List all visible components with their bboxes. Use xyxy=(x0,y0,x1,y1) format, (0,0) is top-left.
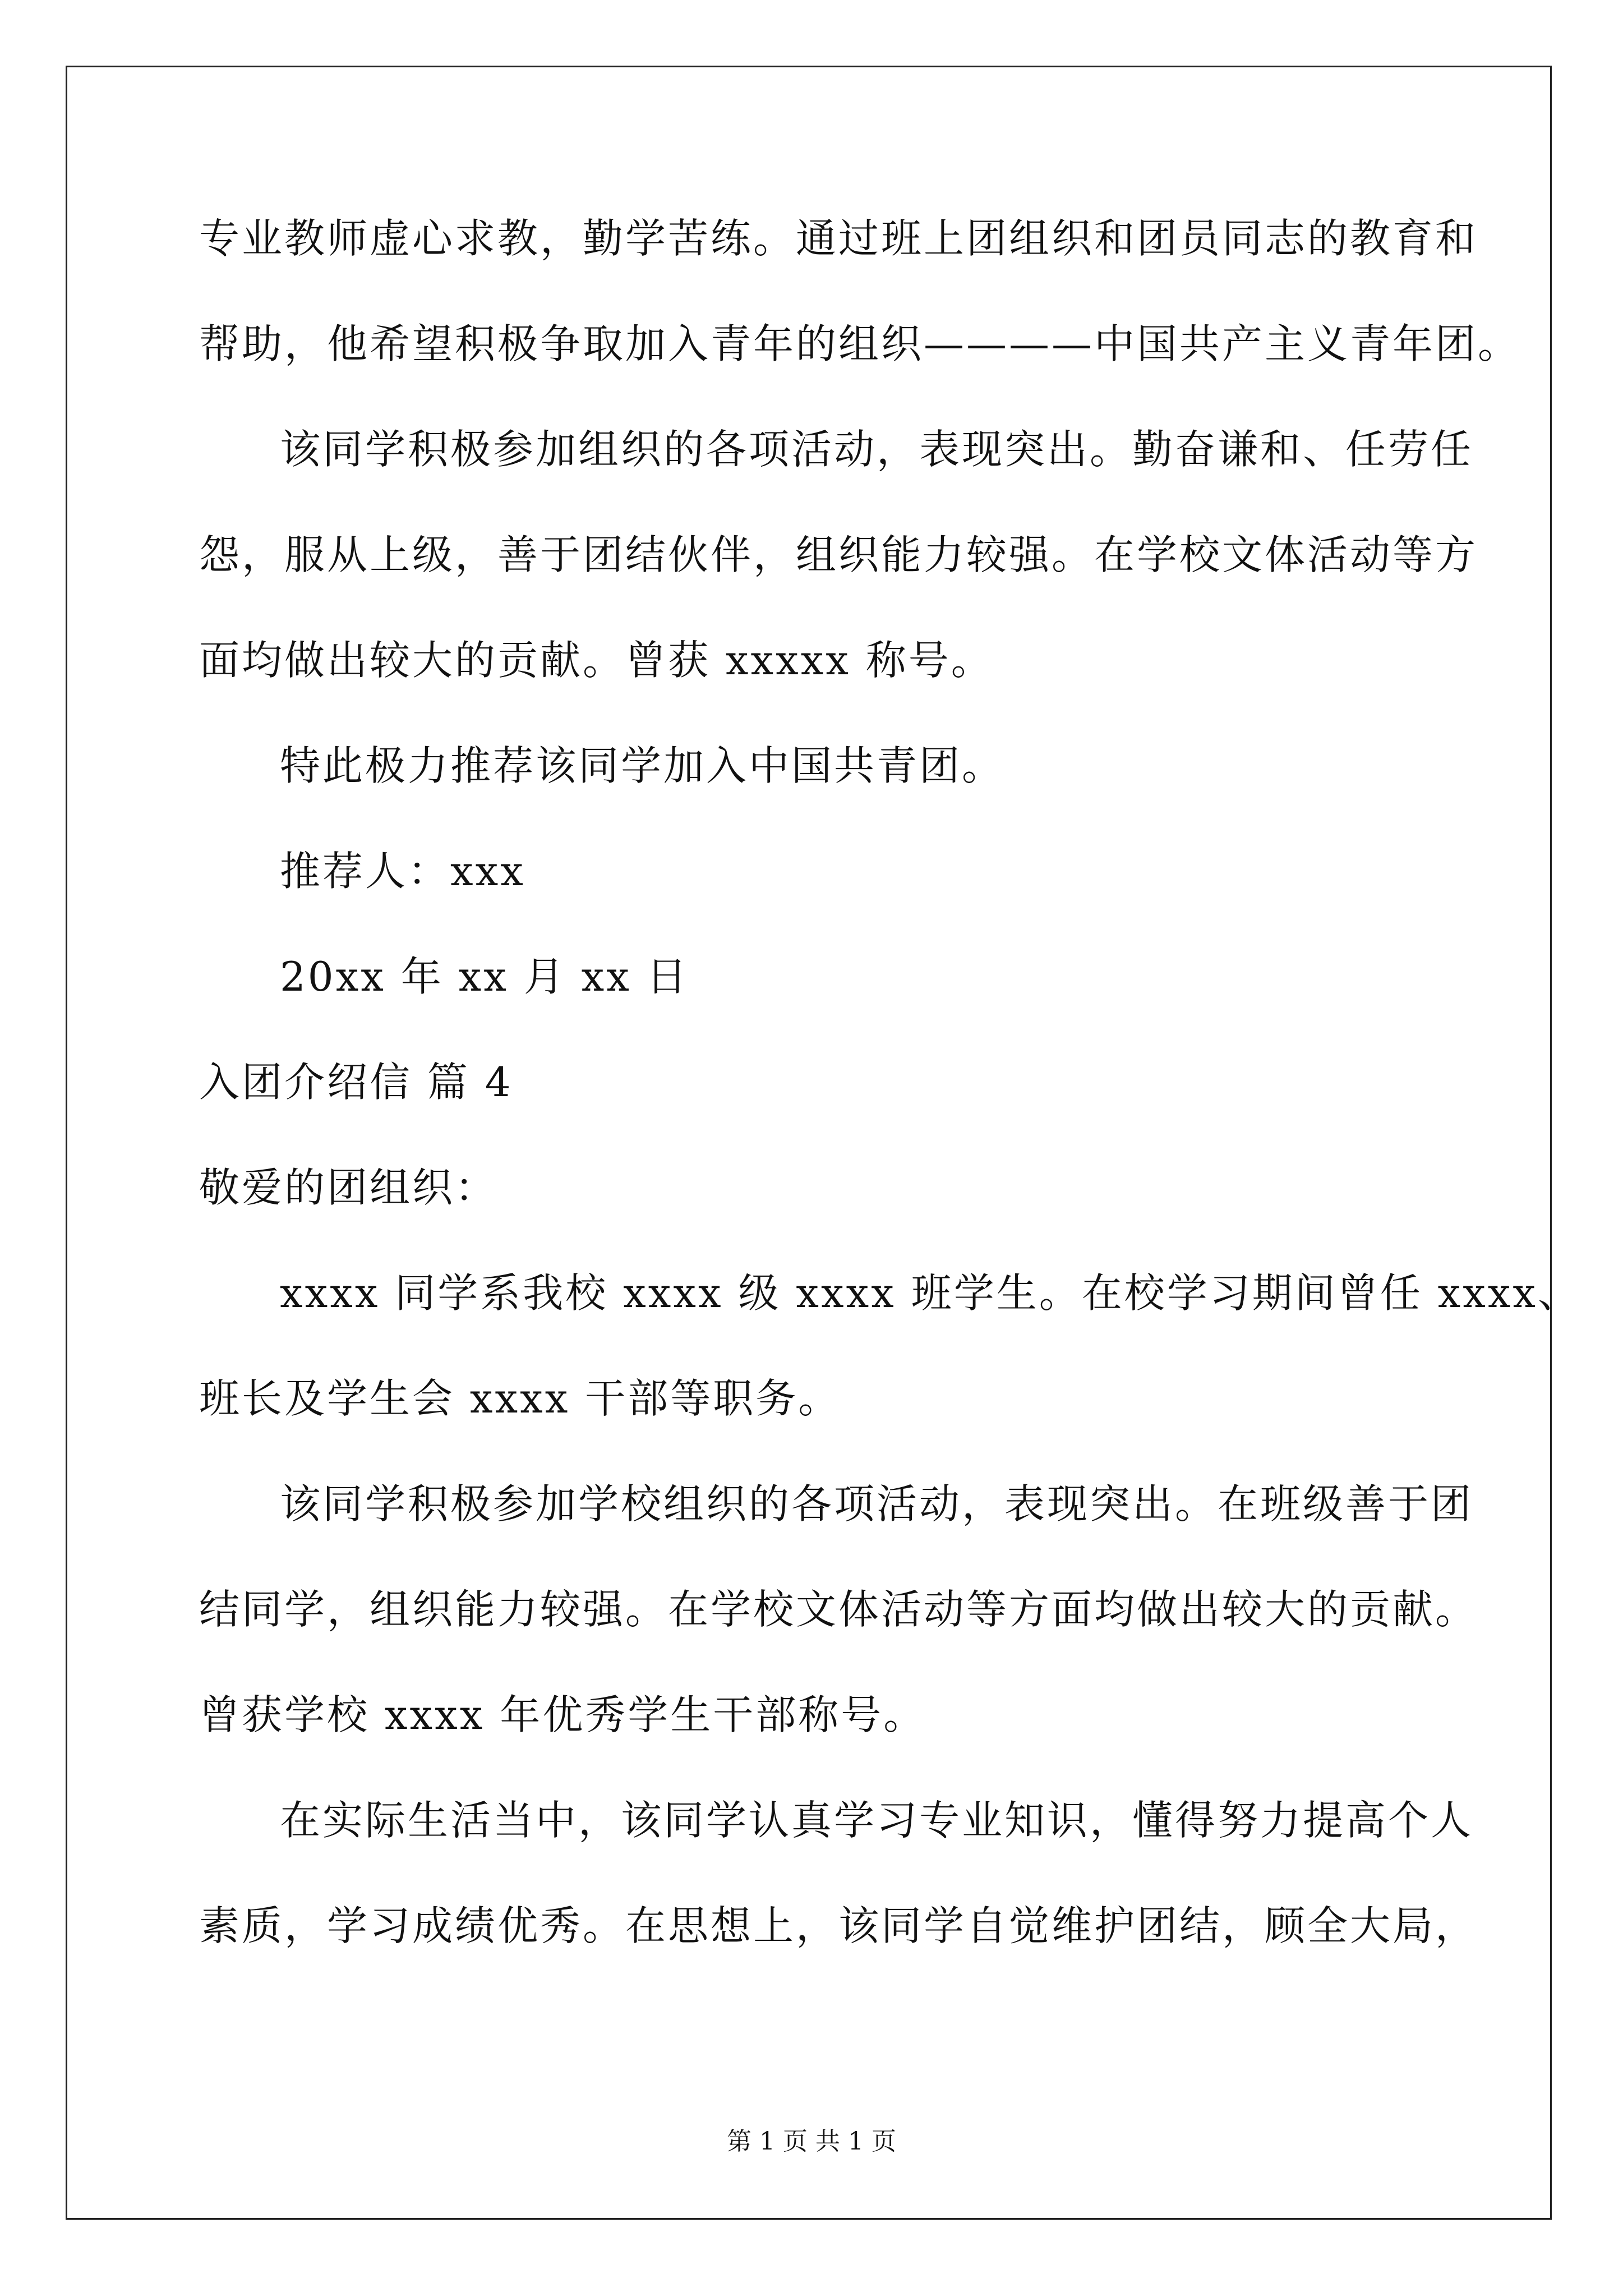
paragraph-line: 专业教师虚心求教，勤学苦练。通过班上团组织和团员同志的教育和 xyxy=(199,215,1478,262)
paragraph-line: 帮助，他希望积极争取加入青年的组织————中国共产主义青年团。 xyxy=(199,320,1521,367)
paragraph-line: 素质，学习成绩优秀。在思想上，该同学自觉维护团结，顾全大局， xyxy=(199,1902,1478,1949)
paragraph-line: 在实际生活当中，该同学认真学习专业知识，懂得努力提高个人 xyxy=(280,1797,1474,1844)
section-heading: 入团介绍信 篇 4 xyxy=(199,1059,513,1106)
paragraph-line: 该同学积极参加组织的各项活动，表现突出。勤奋谦和、任劳任 xyxy=(280,426,1474,473)
paragraph-line: 特此极力推荐该同学加入中国共青团。 xyxy=(280,742,1005,789)
date-line: 20xx 年 xx 月 xx 日 xyxy=(280,953,689,1000)
page-footer: 第 1 页 共 1 页 xyxy=(727,2127,896,2156)
recommender-line: 推荐人：xxx xyxy=(280,848,525,895)
page-frame xyxy=(66,66,1552,2220)
paragraph-line: 怨，服从上级，善于团结伙伴，组织能力较强。在学校文体活动等方 xyxy=(199,531,1478,578)
paragraph-line: 曾获学校 xxxx 年优秀学生干部称号。 xyxy=(199,1691,926,1738)
paragraph-line: 班长及学生会 xxxx 干部等职务。 xyxy=(199,1375,841,1422)
salutation: 敬爱的团组织： xyxy=(199,1164,498,1211)
paragraph-line: 该同学积极参加学校组织的各项活动，表现突出。在班级善于团 xyxy=(280,1480,1474,1527)
paragraph-line: 面均做出较大的贡献。曾获 xxxxx 称号。 xyxy=(199,637,994,684)
paragraph-line: xxxx 同学系我校 xxxx 级 xxxx 班学生。在校学习期间曾任 xxxx、 xyxy=(280,1269,1581,1317)
paragraph-line: 结同学，组织能力较强。在学校文体活动等方面均做出较大的贡献。 xyxy=(199,1586,1478,1633)
